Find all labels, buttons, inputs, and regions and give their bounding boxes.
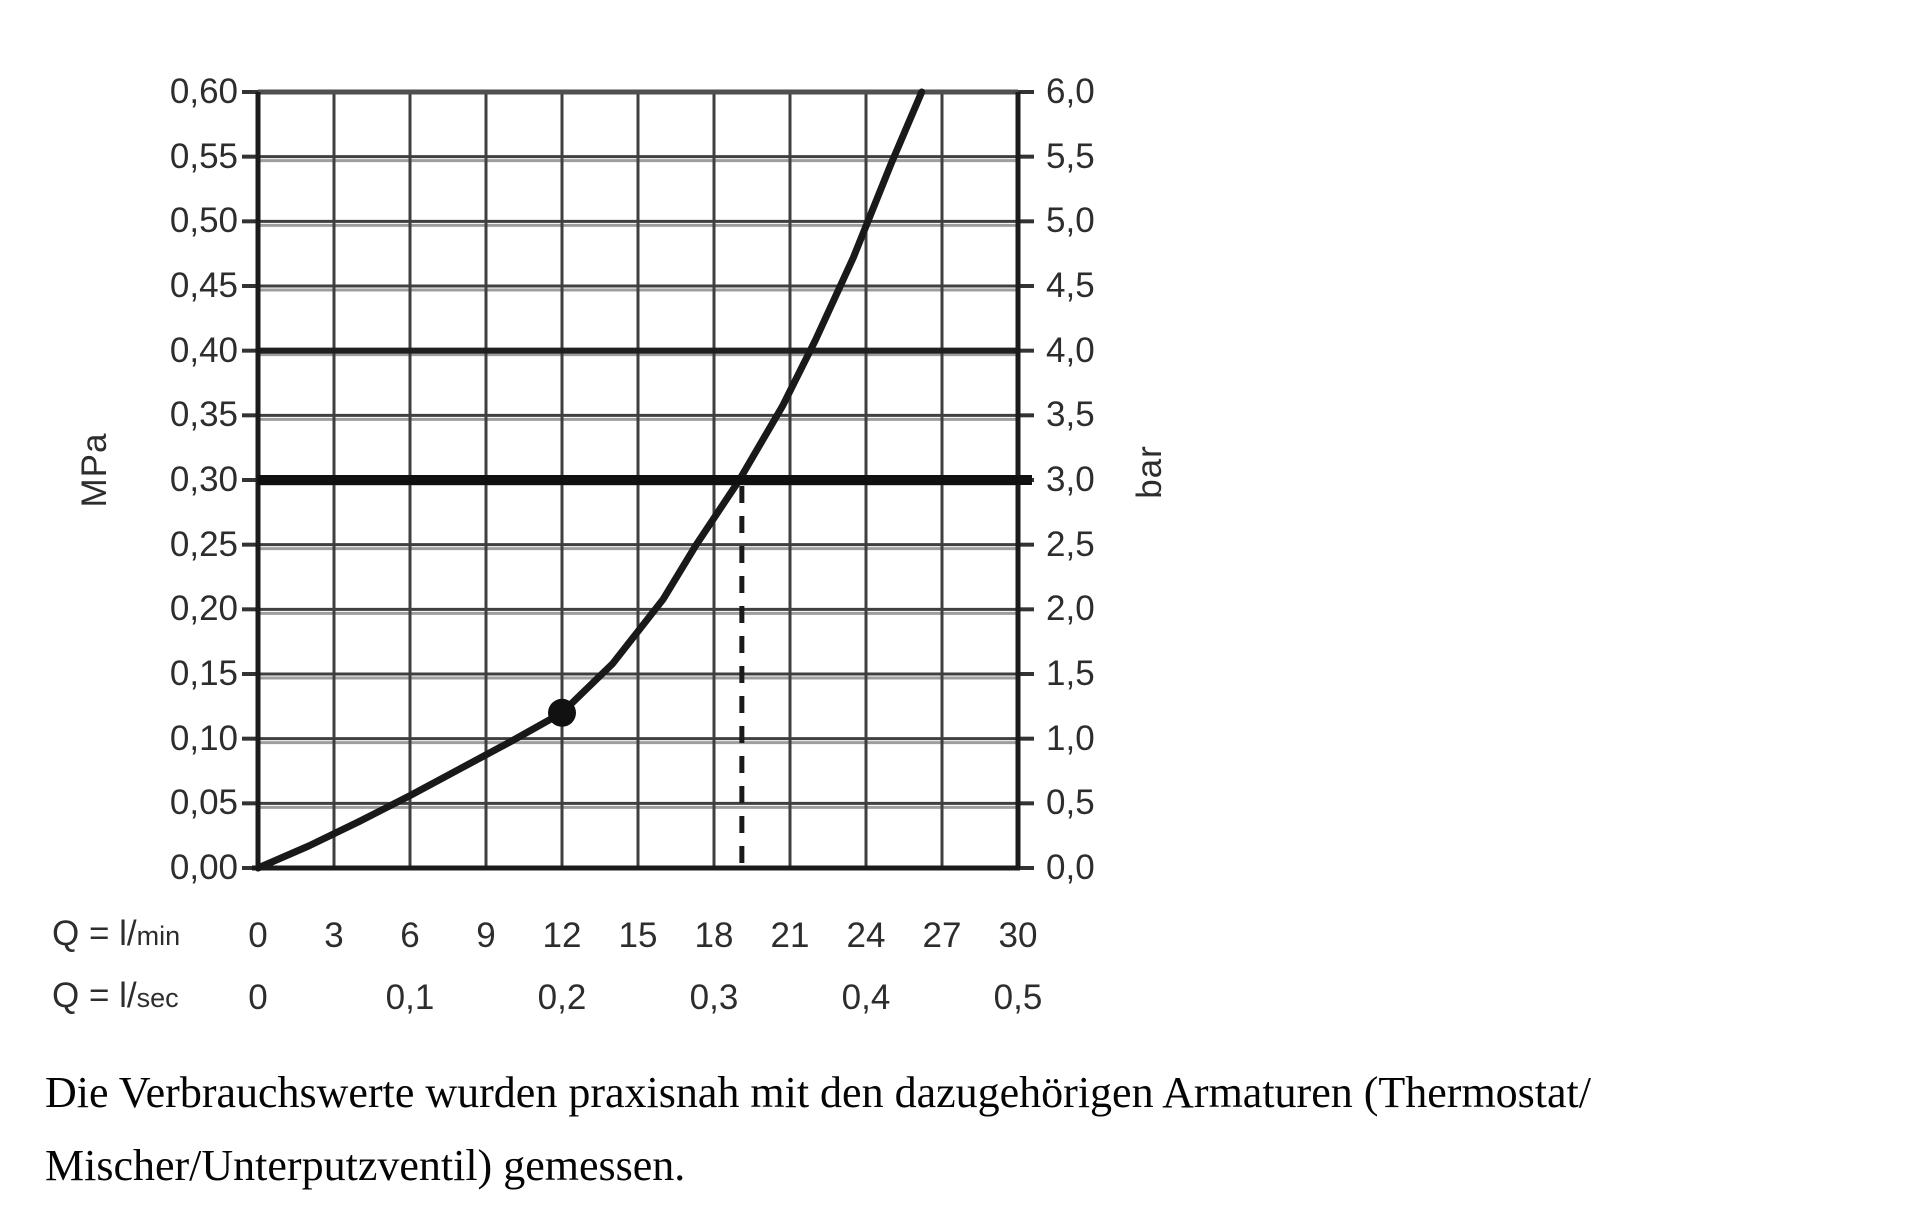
x-tick-label-lsec: 0,4	[841, 978, 891, 1017]
caption	[45, 1056, 1765, 1202]
x-tick-label-lmin: 24	[846, 916, 886, 955]
x-tick-label-lsec: 0,5	[993, 978, 1043, 1017]
y-left-tick-label: 0,55	[169, 136, 238, 176]
x-tick-label-lmin: 12	[542, 916, 582, 955]
x-tick-label-lmin: 18	[694, 916, 734, 955]
y-left-tick-label: 0,60	[169, 72, 238, 111]
y-right-tick-label: 0,5	[1046, 783, 1095, 823]
y-right-tick-label: 5,0	[1046, 201, 1095, 241]
y-left-tick-label: 0,10	[169, 718, 238, 758]
y-right-tick-label: 3,5	[1046, 395, 1095, 435]
y-left-tick-label: 0,05	[169, 783, 238, 823]
x-tick-label-lmin: 6	[400, 916, 420, 955]
y-left-tick-label: 0,40	[169, 330, 238, 370]
y-left-tick-label: 0,45	[169, 266, 238, 305]
x-tick-label-lmin: 30	[998, 916, 1038, 955]
x-axis-row2-unit: sec	[136, 983, 179, 1013]
y-right-tick-label: 2,5	[1046, 524, 1095, 564]
y-right-tick-label: 1,0	[1046, 718, 1095, 758]
x-tick-label-lsec: 0,1	[385, 978, 435, 1017]
x-tick-label-lsec: 0,2	[537, 978, 587, 1017]
y-right-tick-label: 2,0	[1046, 589, 1095, 629]
x-tick-label-lmin: 27	[922, 916, 962, 955]
x-axis-row2-prefix: Q = l/	[52, 976, 137, 1015]
y-right-tick-label: 1,5	[1046, 654, 1095, 693]
x-tick-label-lsec: 0,3	[689, 978, 739, 1017]
x-axis-row1-unit: min	[136, 921, 181, 951]
x-tick-label-lmin: 3	[324, 916, 344, 955]
caption-line-1: Die Verbrauchswerte wurden praxisnah mit den dazugehörigen Armaturen (Thermostat/	[45, 1068, 1591, 1117]
y-right-tick-label: 0,0	[1046, 848, 1095, 887]
y-right-tick-label: 4,0	[1046, 330, 1095, 370]
y-left-tick-label: 0,25	[169, 524, 238, 564]
x-axis-row-label-lmin	[52, 914, 180, 956]
x-tick-label-lsec: 0	[248, 978, 268, 1017]
y-left-tick-label: 0,20	[169, 589, 238, 629]
y-right-unit-label: bar	[1130, 445, 1169, 499]
measured-point-marker	[548, 699, 576, 727]
y-right-tick-label: 4,5	[1046, 266, 1095, 305]
x-axis-row-label-lsec	[52, 976, 179, 1018]
y-right-tick-label: 5,5	[1046, 136, 1095, 176]
x-tick-label-lmin: 9	[476, 916, 496, 955]
y-left-unit-label: MPa	[75, 432, 114, 508]
x-axis-row1-prefix: Q = l/	[52, 914, 137, 953]
y-left-tick-label: 0,50	[169, 201, 238, 241]
x-tick-label-lmin: 15	[618, 916, 658, 955]
caption-line-2: Mischer/Unterputzventil) gemessen.	[45, 1141, 686, 1190]
y-left-tick-label: 0,00	[169, 848, 238, 887]
y-left-tick-label: 0,15	[169, 654, 238, 693]
y-left-tick-label: 0,35	[169, 395, 238, 435]
y-right-tick-label: 6,0	[1046, 72, 1095, 111]
x-tick-label-lmin: 0	[248, 916, 268, 955]
y-left-tick-label: 0,30	[169, 460, 238, 499]
x-tick-label-lmin: 21	[770, 916, 810, 955]
y-right-tick-label: 3,0	[1046, 460, 1095, 499]
